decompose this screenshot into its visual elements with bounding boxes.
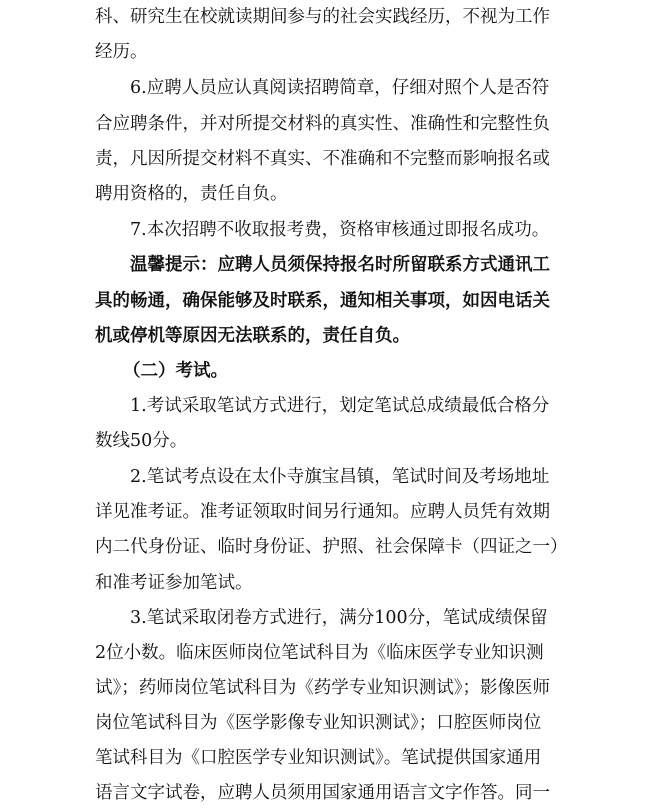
text-line: 内二代身份证、临时身份证、护照、社会保障卡（四证之一） bbox=[95, 537, 568, 557]
text-line: 笔试科目为《口腔医学专业知识测试》。笔试提供国家通用 bbox=[95, 748, 542, 768]
notice-line: 具的畅通，确保能够及时联系，通知相关事项，如因电话关 bbox=[95, 291, 550, 311]
text-line: 试》；药师岗位笔试科目为《药学专业知识测试》；影像医师 bbox=[95, 678, 550, 698]
text-line: 7.本次招聘不收取报考费，资格审核通过即报名成功。 bbox=[130, 220, 550, 240]
text-line: 2.笔试考点设在太仆寺旗宝昌镇，笔试时间及考场地址 bbox=[130, 467, 550, 487]
text-line: 1.考试采取笔试方式进行，划定笔试总成绩最低合格分 bbox=[130, 396, 550, 416]
text-line: 科、研究生在校就读期间参与的社会实践经历，不视为工作 bbox=[95, 7, 550, 27]
text-line: 3.笔试采取闭卷方式进行，满分100分，笔试成绩保留 bbox=[130, 608, 548, 628]
text-line: 数线50分。 bbox=[95, 431, 188, 451]
text-line: 和准考证参加笔试。 bbox=[95, 573, 253, 593]
text-line: 语言文字试卷，应聘人员须用国家通用语言文字作答。同一 bbox=[95, 783, 550, 803]
text-line: 岗位笔试科目为《医学影像专业知识测试》；口腔医师岗位 bbox=[95, 713, 542, 733]
notice-line: 温馨提示：应聘人员须保持报名时所留联系方式通讯工 bbox=[130, 255, 550, 275]
text-line: 聘用资格的，责任自负。 bbox=[95, 184, 288, 204]
section-heading: （二）考试。 bbox=[123, 361, 228, 381]
text-line: 2位小数。临床医师岗位笔试科目为《临床医学专业知识测 bbox=[95, 643, 544, 663]
text-line: 6.应聘人员应认真阅读招聘简章，仔细对照个人是否符 bbox=[130, 78, 550, 98]
notice-line: 机或停机等原因无法联系的，责任自负。 bbox=[95, 326, 410, 346]
text-line: 责，凡因所提交材料不真实、不准确和不完整而影响报名或 bbox=[95, 149, 550, 169]
text-line: 合应聘条件，并对所提交材料的真实性、准确性和完整性负 bbox=[95, 114, 550, 134]
text-line: 经历。 bbox=[95, 42, 148, 62]
text-line: 详见准考证。准考证领取时间另行通知。应聘人员凭有效期 bbox=[95, 502, 550, 522]
